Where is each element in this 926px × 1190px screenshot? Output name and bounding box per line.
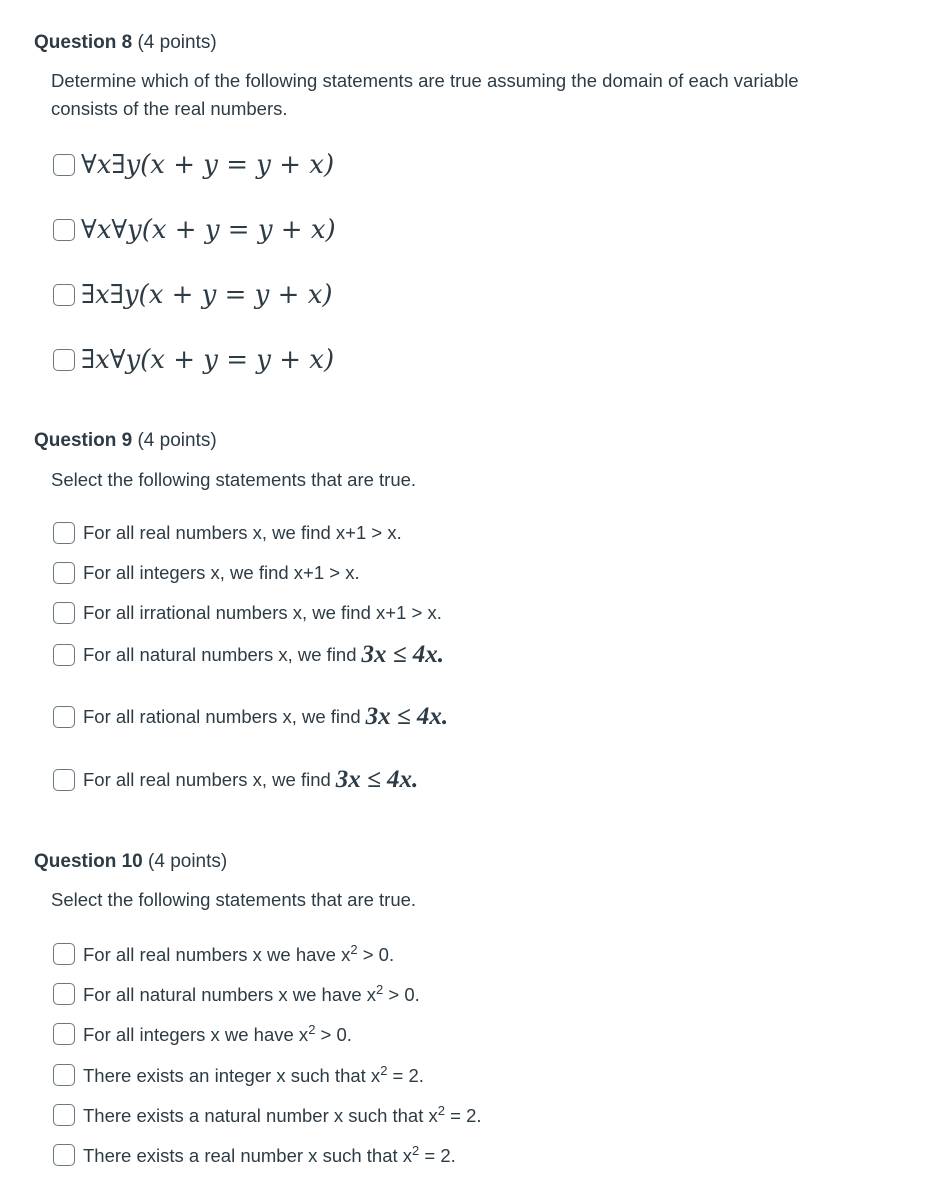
- question-label: Question 8: [34, 32, 133, 53]
- option-label: For all real numbers x, we find: [83, 769, 331, 790]
- checkbox[interactable]: [53, 1104, 75, 1126]
- q9-option-2[interactable]: [53, 562, 360, 584]
- question-points: (4 points): [148, 851, 228, 872]
- checkbox[interactable]: [53, 219, 75, 241]
- question-10-title: [34, 851, 227, 873]
- option-label: There exists a real number x such that $x^2 = 2$.: [83, 1143, 456, 1166]
- option-math: ∃x∀y(x + y = y + x): [81, 345, 335, 375]
- question-label: Question 10: [34, 851, 143, 872]
- option-label: For all natural numbers x, we find: [83, 644, 357, 665]
- question-8-prompt: Determine which of the following statements are true assuming the domain of each variable consists of the real numbers.: [51, 70, 799, 119]
- checkbox[interactable]: [53, 522, 75, 544]
- q10-option-4[interactable]: [53, 1063, 424, 1087]
- q10-option-2[interactable]: [53, 982, 420, 1006]
- q9-option-4[interactable]: [53, 641, 444, 669]
- option-math: ∀x∀y(x + y = y + x): [81, 215, 336, 245]
- option-label: For all irrational numbers x, we find x+1 > x.: [83, 602, 442, 623]
- option-label: There exists an integer x such that $x^2 = 2$.: [83, 1063, 424, 1086]
- option-math: ∀x∃y(x + y = y + x): [81, 150, 335, 180]
- q8-option-1[interactable]: [53, 150, 334, 180]
- checkbox[interactable]: [53, 983, 75, 1005]
- checkbox[interactable]: [53, 562, 75, 584]
- q10-option-3[interactable]: [53, 1022, 352, 1046]
- checkbox[interactable]: [53, 349, 75, 371]
- question-9-prompt: Select the following statements that are true.: [51, 469, 417, 490]
- option-label: There exists a natural number x such that $x^2 = 2$.: [83, 1103, 482, 1126]
- question-points: (4 points): [137, 430, 217, 451]
- q9-option-1[interactable]: [53, 522, 402, 544]
- option-label: For all real numbers x we have $x^2 > 0$.: [83, 942, 395, 965]
- checkbox[interactable]: [53, 1023, 75, 1045]
- checkbox[interactable]: [53, 154, 75, 176]
- question-points: (4 points): [137, 32, 217, 53]
- q10-option-6[interactable]: [53, 1143, 456, 1167]
- checkbox[interactable]: [53, 284, 75, 306]
- option-label: For all integers x we have $x^2 > 0$.: [83, 1022, 352, 1045]
- checkbox[interactable]: [53, 1144, 75, 1166]
- q9-option-5[interactable]: [53, 703, 448, 731]
- option-label: For all rational numbers x, we find: [83, 706, 361, 727]
- option-math: ∃x∃y(x + y = y + x): [81, 280, 333, 310]
- checkbox[interactable]: [53, 1064, 75, 1086]
- checkbox[interactable]: [53, 644, 75, 666]
- q9-option-6[interactable]: [53, 766, 418, 794]
- option-math: 3x ≤ 4x.: [335, 766, 419, 793]
- q8-option-3[interactable]: [53, 280, 333, 310]
- q10-option-5[interactable]: [53, 1103, 482, 1127]
- question-label: Question 9: [34, 430, 133, 451]
- q10-option-1[interactable]: [53, 942, 394, 966]
- checkbox[interactable]: [53, 706, 75, 728]
- q8-option-2[interactable]: [53, 215, 336, 245]
- option-math: 3x ≤ 4x.: [365, 703, 449, 730]
- checkbox[interactable]: [53, 602, 75, 624]
- q9-option-3[interactable]: [53, 602, 442, 624]
- question-9-title: [34, 430, 217, 452]
- option-label: For all real numbers x, we find x+1 > x.: [83, 522, 402, 543]
- checkbox[interactable]: [53, 943, 75, 965]
- q8-option-4[interactable]: [53, 345, 334, 375]
- option-label: For all integers x, we find x+1 > x.: [83, 562, 360, 583]
- question-8-title: [34, 32, 217, 54]
- option-label: For all natural numbers x we have $x^2 > 0$.: [83, 982, 420, 1005]
- option-math: 3x ≤ 4x.: [361, 641, 444, 668]
- checkbox[interactable]: [53, 769, 75, 791]
- question-10-prompt: Select the following statements that are true.: [51, 889, 417, 910]
